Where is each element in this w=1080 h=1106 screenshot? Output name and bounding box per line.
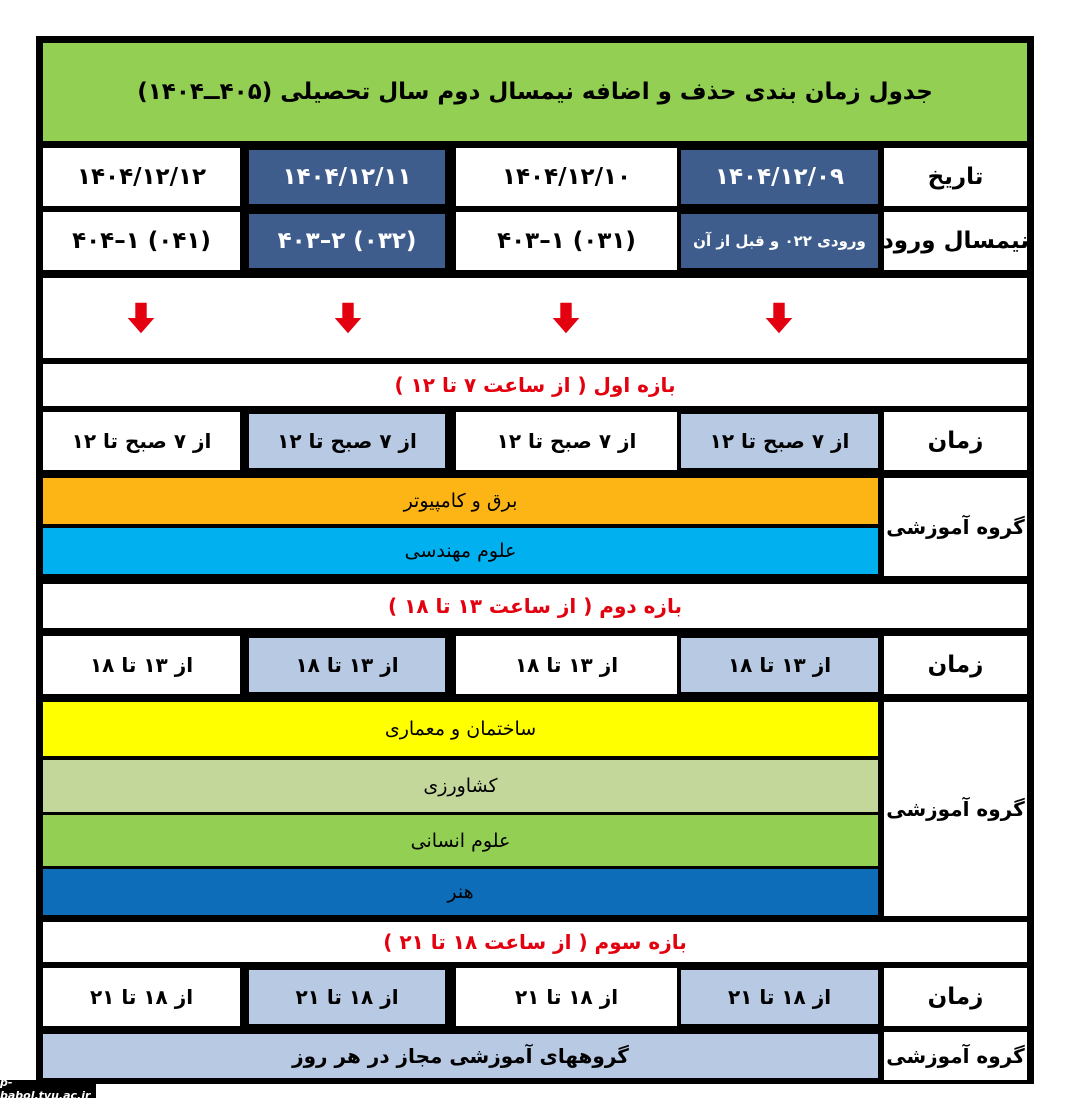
group-electrical-computer: برق و کامپیوتر: [43, 478, 878, 524]
arrow-row: [43, 278, 1027, 358]
p2-time-col-3: از ۱۳ تا ۱۸: [249, 638, 445, 692]
p2-time-col-1: از ۱۳ تا ۱۸: [681, 638, 878, 692]
p3-time-col-3: از ۱۸ تا ۲۱: [249, 970, 445, 1024]
date-col-1: ۱۴۰۴/۱۲/۰۹: [681, 150, 878, 204]
arrow-down-icon: [113, 290, 169, 346]
arrow-down-icon: [538, 290, 594, 346]
entry-col-4: (۰۴۱) ۱–۴۰۴: [43, 212, 240, 270]
p3-time-col-1: از ۱۸ تا ۲۱: [681, 970, 878, 1024]
p1-time-col-3: از ۷ صبح تا ۱۲: [249, 414, 445, 468]
p2-time-col-2: از ۱۳ تا ۱۸: [456, 636, 677, 694]
entry-col-1: ورودی ۰۲۲ و قبل از آن: [681, 214, 878, 268]
watermark: p-babol.tvu.ac.ir: [0, 1080, 96, 1098]
group-humanities: علوم انسانی: [43, 815, 878, 866]
entry-col-3: (۰۳۲) ۲–۴۰۳: [249, 214, 445, 268]
label-time: زمان: [884, 636, 1027, 694]
label-group-p1: گروه آموزشی: [884, 478, 1027, 576]
date-col-3: ۱۴۰۴/۱۲/۱۱: [249, 150, 445, 204]
group-engineering-sciences: علوم مهندسی: [43, 528, 878, 574]
label-date: تاریخ: [884, 148, 1027, 206]
label-time: زمان: [884, 968, 1027, 1026]
arrow-down-icon: [751, 290, 807, 346]
p1-time-col-2: از ۷ صبح تا ۱۲: [456, 412, 677, 470]
period3-header: بازه سوم ( از ساعت ۱۸ تا ۲۱ ): [43, 922, 1027, 962]
label-group-p3: گروه آموزشی: [884, 1032, 1027, 1080]
p2-time-col-4: از ۱۳ تا ۱۸: [43, 636, 240, 694]
entry-col-2: (۰۳۱) ۱–۴۰۳: [456, 212, 677, 270]
period1-header: بازه اول ( از ساعت ۷ تا ۱۲ ): [43, 364, 1027, 406]
p3-time-col-4: از ۱۸ تا ۲۱: [43, 968, 240, 1026]
group-all-allowed: گروههای آموزشی مجاز در هر روز: [43, 1034, 878, 1078]
group-agriculture: کشاورزی: [43, 760, 878, 812]
label-group-p2: گروه آموزشی: [884, 702, 1027, 916]
date-col-2: ۱۴۰۴/۱۲/۱۰: [456, 148, 677, 206]
table-title: جدول زمان بندی حذف و اضافه نیمسال دوم سال تحصیلی (۴۰۵ــ۱۴۰۴): [43, 43, 1027, 141]
label-entry-semester: نیمسال ورود: [884, 212, 1027, 270]
p1-time-col-1: از ۷ صبح تا ۱۲: [681, 414, 878, 468]
group-art: هنر: [43, 869, 878, 915]
label-time: زمان: [884, 412, 1027, 470]
p1-time-col-4: از ۷ صبح تا ۱۲: [43, 412, 240, 470]
group-architecture: ساختمان و معماری: [43, 702, 878, 756]
p3-time-col-2: از ۱۸ تا ۲۱: [456, 968, 677, 1026]
arrow-down-icon: [320, 290, 376, 346]
date-col-4: ۱۴۰۴/۱۲/۱۲: [43, 148, 240, 206]
period2-header: بازه دوم ( از ساعت ۱۳ تا ۱۸ ): [43, 584, 1027, 628]
